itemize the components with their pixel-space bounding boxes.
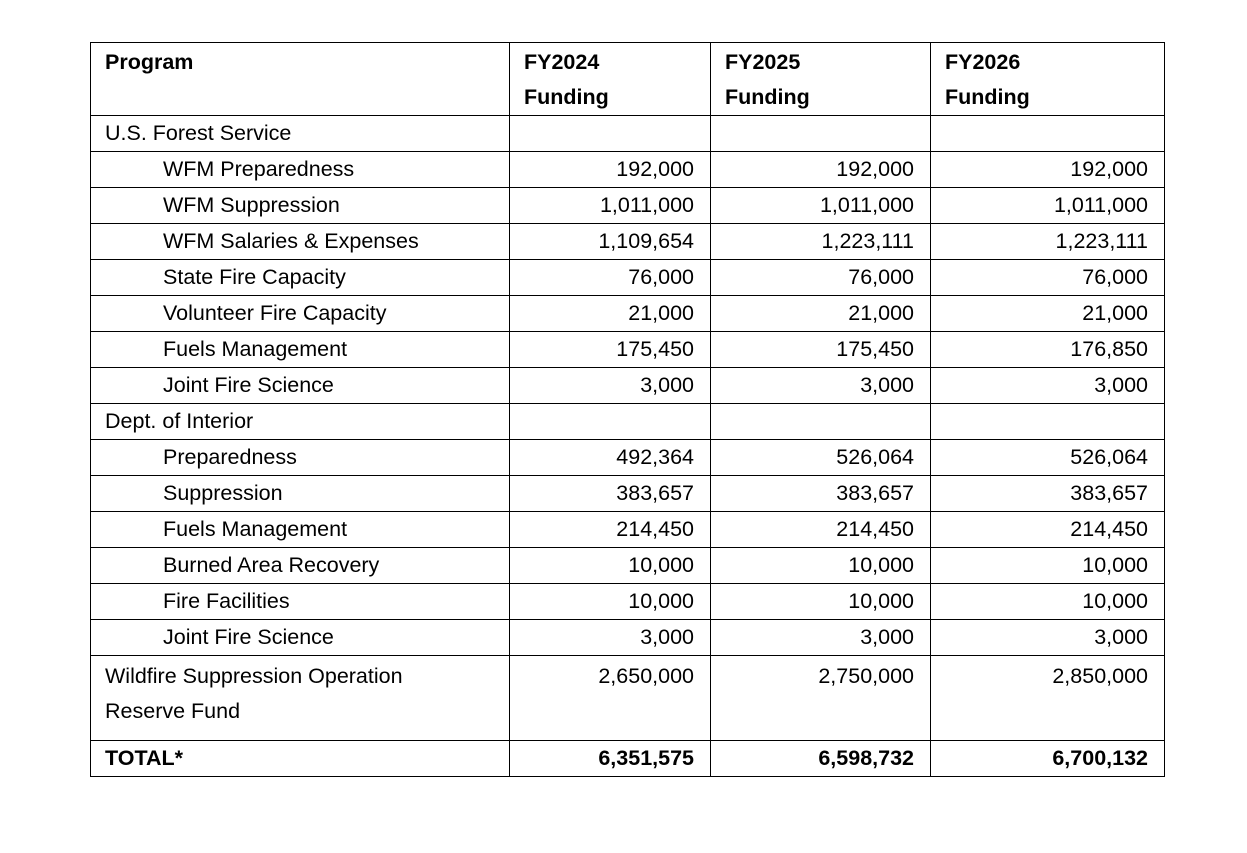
- table-row: [91, 656, 1165, 741]
- value-cell: 10,000: [510, 584, 711, 620]
- value-cell: 2,650,000: [510, 656, 711, 741]
- value-cell: 3,000: [510, 368, 711, 404]
- program-cell: Joint Fire Science: [91, 368, 510, 404]
- program-cell: Suppression: [91, 476, 510, 512]
- program-cell: Dept. of Interior: [91, 404, 510, 440]
- value-cell: 176,850: [931, 332, 1165, 368]
- value-cell: [510, 116, 711, 152]
- table-row: [91, 224, 1165, 260]
- value-cell: 2,850,000: [931, 656, 1165, 741]
- value-cell: 10,000: [510, 548, 711, 584]
- value-cell: 3,000: [931, 620, 1165, 656]
- value-cell: [931, 116, 1165, 152]
- header-program: [91, 43, 510, 116]
- value-cell: 192,000: [510, 152, 711, 188]
- header-fy2026: [931, 43, 1165, 116]
- value-cell: [510, 404, 711, 440]
- header-fy2026-line2: Funding: [945, 85, 1030, 109]
- value-cell: 76,000: [510, 260, 711, 296]
- table-row: [91, 741, 1165, 777]
- program-cell: WFM Preparedness: [91, 152, 510, 188]
- value-cell: 192,000: [711, 152, 931, 188]
- program-cell: Fuels Management: [91, 332, 510, 368]
- value-cell: 10,000: [711, 548, 931, 584]
- header-fy2024-line2: Funding: [524, 85, 609, 109]
- header-fy2025-line2: Funding: [725, 85, 810, 109]
- value-cell: 21,000: [510, 296, 711, 332]
- program-cell: Burned Area Recovery: [91, 548, 510, 584]
- header-fy2025-line1: FY2025: [725, 50, 801, 74]
- value-cell: 1,223,111: [931, 224, 1165, 260]
- header-fy2024: [510, 43, 711, 116]
- program-cell: TOTAL*: [91, 741, 510, 777]
- value-cell: 10,000: [931, 548, 1165, 584]
- table-row: [91, 368, 1165, 404]
- value-cell: 175,450: [510, 332, 711, 368]
- value-cell: 192,000: [931, 152, 1165, 188]
- value-cell: 383,657: [711, 476, 931, 512]
- table-row: [91, 332, 1165, 368]
- value-cell: 1,109,654: [510, 224, 711, 260]
- value-cell: 383,657: [931, 476, 1165, 512]
- value-cell: 76,000: [931, 260, 1165, 296]
- table-row: [91, 296, 1165, 332]
- program-cell: Joint Fire Science: [91, 620, 510, 656]
- value-cell: 492,364: [510, 440, 711, 476]
- value-cell: 6,351,575: [510, 741, 711, 777]
- value-cell: 21,000: [931, 296, 1165, 332]
- value-cell: [711, 404, 931, 440]
- value-cell: 76,000: [711, 260, 931, 296]
- program-cell: Preparedness: [91, 440, 510, 476]
- table-row: [91, 404, 1165, 440]
- table-row: [91, 548, 1165, 584]
- table-row: [91, 260, 1165, 296]
- table-row: [91, 152, 1165, 188]
- program-cell: WFM Salaries & Expenses: [91, 224, 510, 260]
- value-cell: 526,064: [711, 440, 931, 476]
- program-cell: U.S. Forest Service: [91, 116, 510, 152]
- program-cell: State Fire Capacity: [91, 260, 510, 296]
- value-cell: 175,450: [711, 332, 931, 368]
- value-cell: 2,750,000: [711, 656, 931, 741]
- table-row: [91, 116, 1165, 152]
- value-cell: 3,000: [711, 620, 931, 656]
- program-cell: WFM Suppression: [91, 188, 510, 224]
- value-cell: 10,000: [711, 584, 931, 620]
- value-cell: 3,000: [931, 368, 1165, 404]
- table-row: [91, 620, 1165, 656]
- program-cell: Volunteer Fire Capacity: [91, 296, 510, 332]
- value-cell: 383,657: [510, 476, 711, 512]
- value-cell: 214,450: [931, 512, 1165, 548]
- value-cell: [711, 116, 931, 152]
- value-cell: 214,450: [711, 512, 931, 548]
- value-cell: 21,000: [711, 296, 931, 332]
- table-row: [91, 512, 1165, 548]
- table-row: [91, 188, 1165, 224]
- funding-table: [90, 42, 1165, 777]
- value-cell: 6,700,132: [931, 741, 1165, 777]
- header-fy2026-line1: FY2026: [945, 50, 1021, 74]
- program-cell: Fire Facilities: [91, 584, 510, 620]
- value-cell: 10,000: [931, 584, 1165, 620]
- value-cell: 3,000: [711, 368, 931, 404]
- table-header-row: [91, 43, 1165, 116]
- value-cell: 1,011,000: [510, 188, 711, 224]
- header-fy2025: [711, 43, 931, 116]
- value-cell: 1,011,000: [931, 188, 1165, 224]
- value-cell: 526,064: [931, 440, 1165, 476]
- program-cell: Wildfire Suppression Operation Reserve Fund: [91, 656, 510, 741]
- table-row: [91, 476, 1165, 512]
- value-cell: [931, 404, 1165, 440]
- table-row: [91, 440, 1165, 476]
- table-row: [91, 584, 1165, 620]
- value-cell: 1,011,000: [711, 188, 931, 224]
- program-cell: Fuels Management: [91, 512, 510, 548]
- header-fy2024-line1: FY2024: [524, 50, 600, 74]
- value-cell: 3,000: [510, 620, 711, 656]
- value-cell: 214,450: [510, 512, 711, 548]
- value-cell: 6,598,732: [711, 741, 931, 777]
- header-program-label: Program: [105, 50, 194, 74]
- value-cell: 1,223,111: [711, 224, 931, 260]
- funding-table-body: [91, 116, 1165, 777]
